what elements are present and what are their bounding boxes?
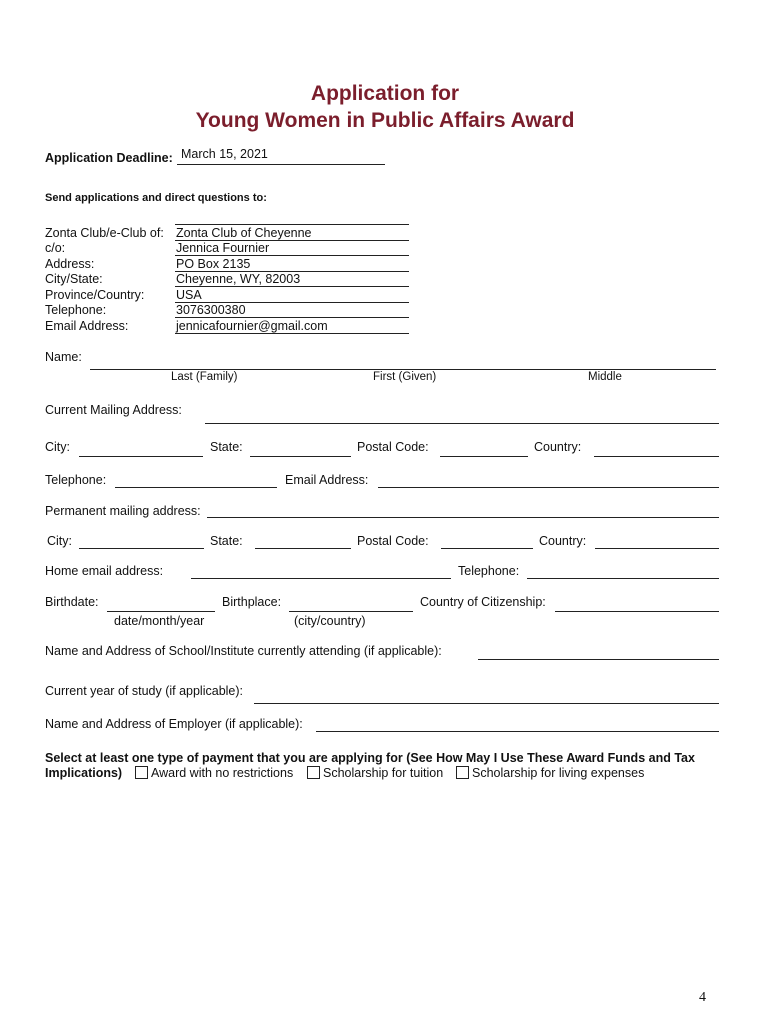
award-no-restrictions-label: Award with no restrictions <box>151 766 294 780</box>
mailing-address-field[interactable] <box>205 423 719 424</box>
birthplace-label: Birthplace: <box>222 595 282 609</box>
school-label: Name and Address of School/Institute currently attending (if applicable): <box>45 644 442 658</box>
permanent-postal-label: Postal Code: <box>357 534 429 548</box>
city-label: City: <box>45 440 70 454</box>
birthdate-field[interactable] <box>107 611 215 612</box>
permanent-city-field[interactable] <box>79 548 204 549</box>
contact-value-email[interactable]: jennicafournier@gmail.com <box>176 319 328 333</box>
study-year-label: Current year of study (if applicable): <box>45 684 244 698</box>
contact-value-club[interactable]: Zonta Club of Cheyenne <box>176 226 312 240</box>
permanent-country-field[interactable] <box>595 548 719 549</box>
email-field[interactable] <box>378 487 719 488</box>
contact-value-co[interactable]: Jennica Fournier <box>176 241 270 255</box>
citizenship-label: Country of Citizenship: <box>420 595 546 609</box>
title-line-2: Young Women in Public Affairs Award <box>195 109 575 132</box>
birthdate-hint: date/month/year <box>114 614 205 628</box>
permanent-state-label: State: <box>210 534 243 548</box>
name-label: Name: <box>45 350 82 364</box>
contact-line <box>175 317 409 318</box>
contact-line <box>175 333 409 334</box>
page-number: 4 <box>699 990 706 1005</box>
home-email-field[interactable] <box>191 578 451 579</box>
deadline-value[interactable]: March 15, 2021 <box>181 147 268 161</box>
home-email-label: Home email address: <box>45 564 164 578</box>
contact-value-address[interactable]: PO Box 2135 <box>176 257 251 271</box>
contact-value-telephone[interactable]: 3076300380 <box>176 303 246 317</box>
state-label: State: <box>210 440 243 454</box>
home-telephone-field[interactable] <box>527 578 719 579</box>
telephone-label: Telephone: <box>45 473 107 487</box>
name-field[interactable] <box>90 369 716 370</box>
employer-label: Name and Address of Employer (if applicable): <box>45 717 303 731</box>
contact-label-email: Email Address: <box>45 319 129 333</box>
award-no-restrictions-checkbox[interactable] <box>135 766 148 779</box>
contact-value-citystate[interactable]: Cheyenne, WY, 82003 <box>176 272 301 286</box>
study-year-field[interactable] <box>254 703 719 704</box>
permanent-address-field[interactable] <box>207 517 719 518</box>
contact-label-province: Province/Country: <box>45 288 145 302</box>
contact-label-co: c/o: <box>45 241 66 255</box>
deadline-label: Application Deadline: <box>45 151 173 165</box>
home-telephone-label: Telephone: <box>458 564 520 578</box>
deadline-underline <box>177 164 385 165</box>
title-line-1: Application for <box>310 82 460 105</box>
school-field[interactable] <box>478 659 719 660</box>
country-field[interactable] <box>594 456 719 457</box>
citizenship-field[interactable] <box>555 611 719 612</box>
contact-line <box>175 255 409 256</box>
permanent-state-field[interactable] <box>255 548 351 549</box>
permanent-postal-field[interactable] <box>441 548 533 549</box>
name-middle-hint: Middle <box>588 371 622 383</box>
postal-code-field[interactable] <box>440 456 528 457</box>
employer-field[interactable] <box>316 731 719 732</box>
telephone-field[interactable] <box>115 487 277 488</box>
contact-value-country[interactable]: USA <box>176 288 202 302</box>
postal-code-label: Postal Code: <box>357 440 429 454</box>
payment-instruction-cont: Implications) <box>45 766 123 780</box>
birthplace-hint: (city/country) <box>294 614 366 628</box>
contact-label-telephone: Telephone: <box>45 303 107 317</box>
scholarship-tuition-label: Scholarship for tuition <box>323 766 444 780</box>
send-heading: Send applications and direct questions to: <box>45 192 267 204</box>
birthplace-field[interactable] <box>289 611 413 612</box>
permanent-address-label: Permanent mailing address: <box>45 504 201 518</box>
scholarship-tuition-checkbox[interactable] <box>307 766 320 779</box>
email-label: Email Address: <box>285 473 369 487</box>
contact-label-address: Address: <box>45 257 95 271</box>
contact-label-club: Zonta Club/e-Club of: <box>45 226 164 240</box>
country-label: Country: <box>534 440 582 454</box>
name-first-hint: First (Given) <box>373 371 437 383</box>
name-last-hint: Last (Family) <box>171 371 238 383</box>
city-field[interactable] <box>79 456 203 457</box>
contact-top-line <box>175 224 409 225</box>
contact-line <box>175 286 409 287</box>
permanent-country-label: Country: <box>539 534 587 548</box>
scholarship-living-checkbox[interactable] <box>456 766 469 779</box>
contact-label-citystate: City/State: <box>45 272 103 286</box>
mailing-address-label: Current Mailing Address: <box>45 403 182 417</box>
state-field[interactable] <box>250 456 351 457</box>
scholarship-living-label: Scholarship for living expenses <box>472 766 645 780</box>
permanent-city-label: City: <box>47 534 72 548</box>
payment-instruction: Select at least one type of payment that you are applying for (See How May I Use These Award Funds and Tax <box>45 751 695 765</box>
birthdate-label: Birthdate: <box>45 595 99 609</box>
